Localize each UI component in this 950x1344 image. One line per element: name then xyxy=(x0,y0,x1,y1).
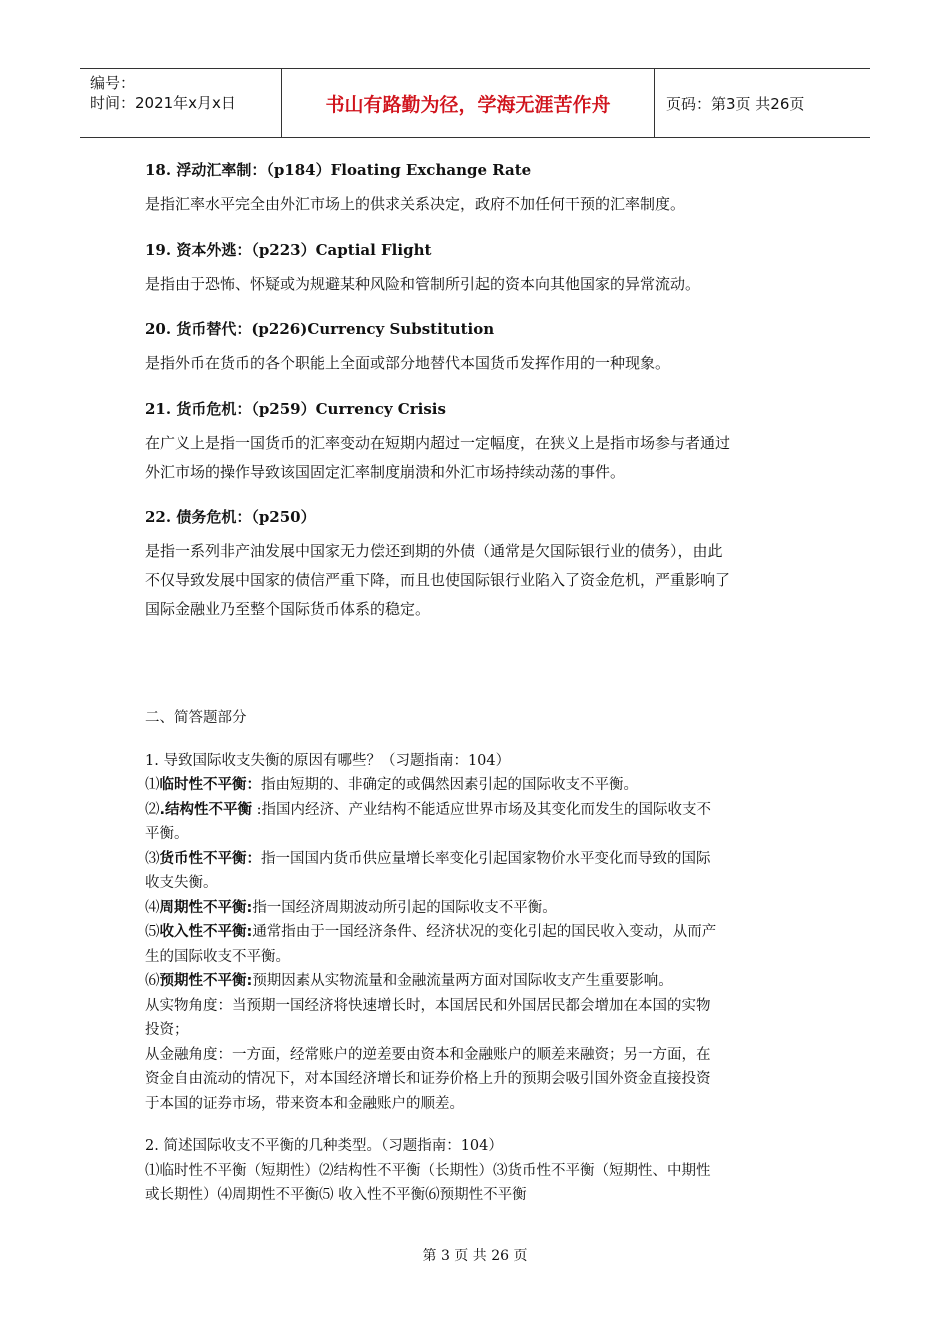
item-separator: : xyxy=(246,924,253,940)
item-label: 预期性不平衡 xyxy=(159,973,247,989)
item-label: 货币性不平衡 xyxy=(159,850,247,867)
answer-paragraph-line: 于本国的证券市场，带来资本和金融账户的顺差。 xyxy=(145,1095,464,1112)
item-text: 通常指由于一国经济条件、经济状况的变化引起的国民收入变动，从而产 xyxy=(252,924,717,940)
answer-paragraph-line: 从实物角度：当预期一国经济将快速增长时，本国居民和外国居民都会增加在本国的实物 xyxy=(145,997,711,1014)
page-footer: 第 3 页 共 26 页 xyxy=(422,1248,528,1264)
item-number: ⑶ xyxy=(145,850,160,867)
item-text: 预期因素从实物流量和金融流量两方面对国际收支产生重要影响。 xyxy=(252,973,673,989)
answer-item-continued: 收支失衡。 xyxy=(145,875,218,891)
glossary-section xyxy=(145,150,810,635)
answer-item xyxy=(145,847,810,872)
item-separator: ： xyxy=(246,777,261,793)
term-title: 22. 债务危机：（p250） xyxy=(145,508,316,526)
term-definition-line: 不仅导致发展中国家的债信严重下降，而且也使国际银行业陷入了资金危机，严重影响了 xyxy=(145,571,731,589)
term-definition-line: 外汇市场的操作导致该国固定汇率制度崩溃和外汇市场持续动荡的事件。 xyxy=(145,462,626,481)
answer-item xyxy=(145,969,810,994)
answer-item-continued: 平衡。 xyxy=(145,826,189,842)
term-definition: 是指外币在货币的各个职能上全面或部分地替代本国货币发挥作用的一种现象。 xyxy=(145,354,671,372)
item-number: ⑷ xyxy=(145,899,160,916)
document-number-label: 编号： xyxy=(90,74,136,92)
term-definition-line: 是指一系列非产油发展中国家无力偿还到期的外债（通常是欠国际银行业的债务），由此 xyxy=(145,542,723,560)
item-separator: : xyxy=(246,899,253,916)
answer-paragraph-line: 或长期性）⑷周期性不平衡⑸ 收入性不平衡⑹预期性不平衡 xyxy=(145,1187,527,1203)
answer-paragraph-line: 资金自由流动的情况下，对本国经济增长和证券价格上升的预期会吸引国外资金直接投资 xyxy=(145,1071,711,1087)
answer-item xyxy=(145,920,810,945)
term-title: 21. 货币危机：（p259）Currency Crisis xyxy=(145,399,446,418)
term-definition-line: 在广义上是指一国货币的汇率变动在短期内超过一定幅度，在狭义上是指市场参与者通过 xyxy=(145,433,731,452)
item-label: 收入性不平衡 xyxy=(159,924,247,940)
item-number: ⑸ xyxy=(145,924,160,940)
item-text: 指由短期的、非确定的或偶然因素引起的国际收支不平衡。 xyxy=(261,777,638,793)
answer-item-continued: 生的国际收支不平衡。 xyxy=(145,948,290,965)
section-heading: 二、简答题部分 xyxy=(145,710,247,726)
answer-item xyxy=(145,896,810,921)
item-number: ⑴ xyxy=(145,777,160,793)
answer-paragraph-line: 从金融角度：一方面，经常账户的逆差要由资本和金融账户的顺差来融资；另一方面，在 xyxy=(145,1046,711,1063)
header-page-info: 页码：第3页 共26页 xyxy=(666,94,805,113)
answer-paragraph-line: 投资； xyxy=(145,1022,189,1038)
answer-item xyxy=(145,773,810,798)
item-text: 指一国国内货币供应量增长率变化引起国家物价水平变化而导致的国际 xyxy=(261,850,711,867)
question-1: 1. 导致国际收支失衡的原因有哪些？（习题指南：104） xyxy=(145,752,511,769)
term-definition: 是指由于恐怖、怀疑或为规避某种风险和管制所引起的资本向其他国家的异常流动。 xyxy=(145,274,701,293)
item-separator: : xyxy=(246,973,253,989)
header-meta xyxy=(80,69,282,137)
term-definition-line: 国际金融业乃至整个国际货币体系的稳定。 xyxy=(145,600,431,618)
document-date: 时间：2021年x月x日 xyxy=(90,94,236,112)
term-entry xyxy=(145,309,810,379)
header-motto: 书山有路勤为径，学海无涯苦作舟 xyxy=(282,69,655,137)
item-text: 指国内经济、产业结构不能适应世界市场及其变化而发生的国际收支不 xyxy=(261,801,712,818)
item-label: 周期性不平衡 xyxy=(159,899,247,916)
item-number: ⑵ xyxy=(145,801,160,818)
term-entry xyxy=(145,230,810,300)
item-text: 指一国经济周期波动所引起的国际收支不平衡。 xyxy=(252,899,557,916)
term-definition: 是指汇率水平完全由外汇市场上的供求关系决定，政府不加任何干预的汇率制度。 xyxy=(145,195,686,213)
term-title: 20. 货币替代：(p226)Currency Substitution xyxy=(145,320,495,338)
page-header xyxy=(80,68,870,138)
term-title: 19. 资本外逃：（p223）Captial Flight xyxy=(145,240,432,259)
item-label: 临时性不平衡 xyxy=(159,777,247,793)
answer-paragraph-line: ⑴临时性不平衡（短期性）⑵结构性不平衡（长期性）⑶货币性不平衡（短期性、中期性 xyxy=(145,1162,711,1179)
answer-item xyxy=(145,798,810,823)
item-number: ⑹ xyxy=(145,973,160,989)
term-entry xyxy=(145,497,810,625)
term-title: 18. 浮动汇率制：（p184）Floating Exchange Rate xyxy=(145,161,532,179)
item-separator: : xyxy=(252,801,262,818)
term-entry xyxy=(145,389,810,488)
question-2: 2. 简述国际收支不平衡的几种类型。（习题指南：104） xyxy=(145,1138,503,1154)
item-label: .结构性不平衡 xyxy=(159,801,253,818)
item-separator: ： xyxy=(246,850,261,867)
short-answer-section xyxy=(145,706,810,1208)
term-entry xyxy=(145,150,810,220)
